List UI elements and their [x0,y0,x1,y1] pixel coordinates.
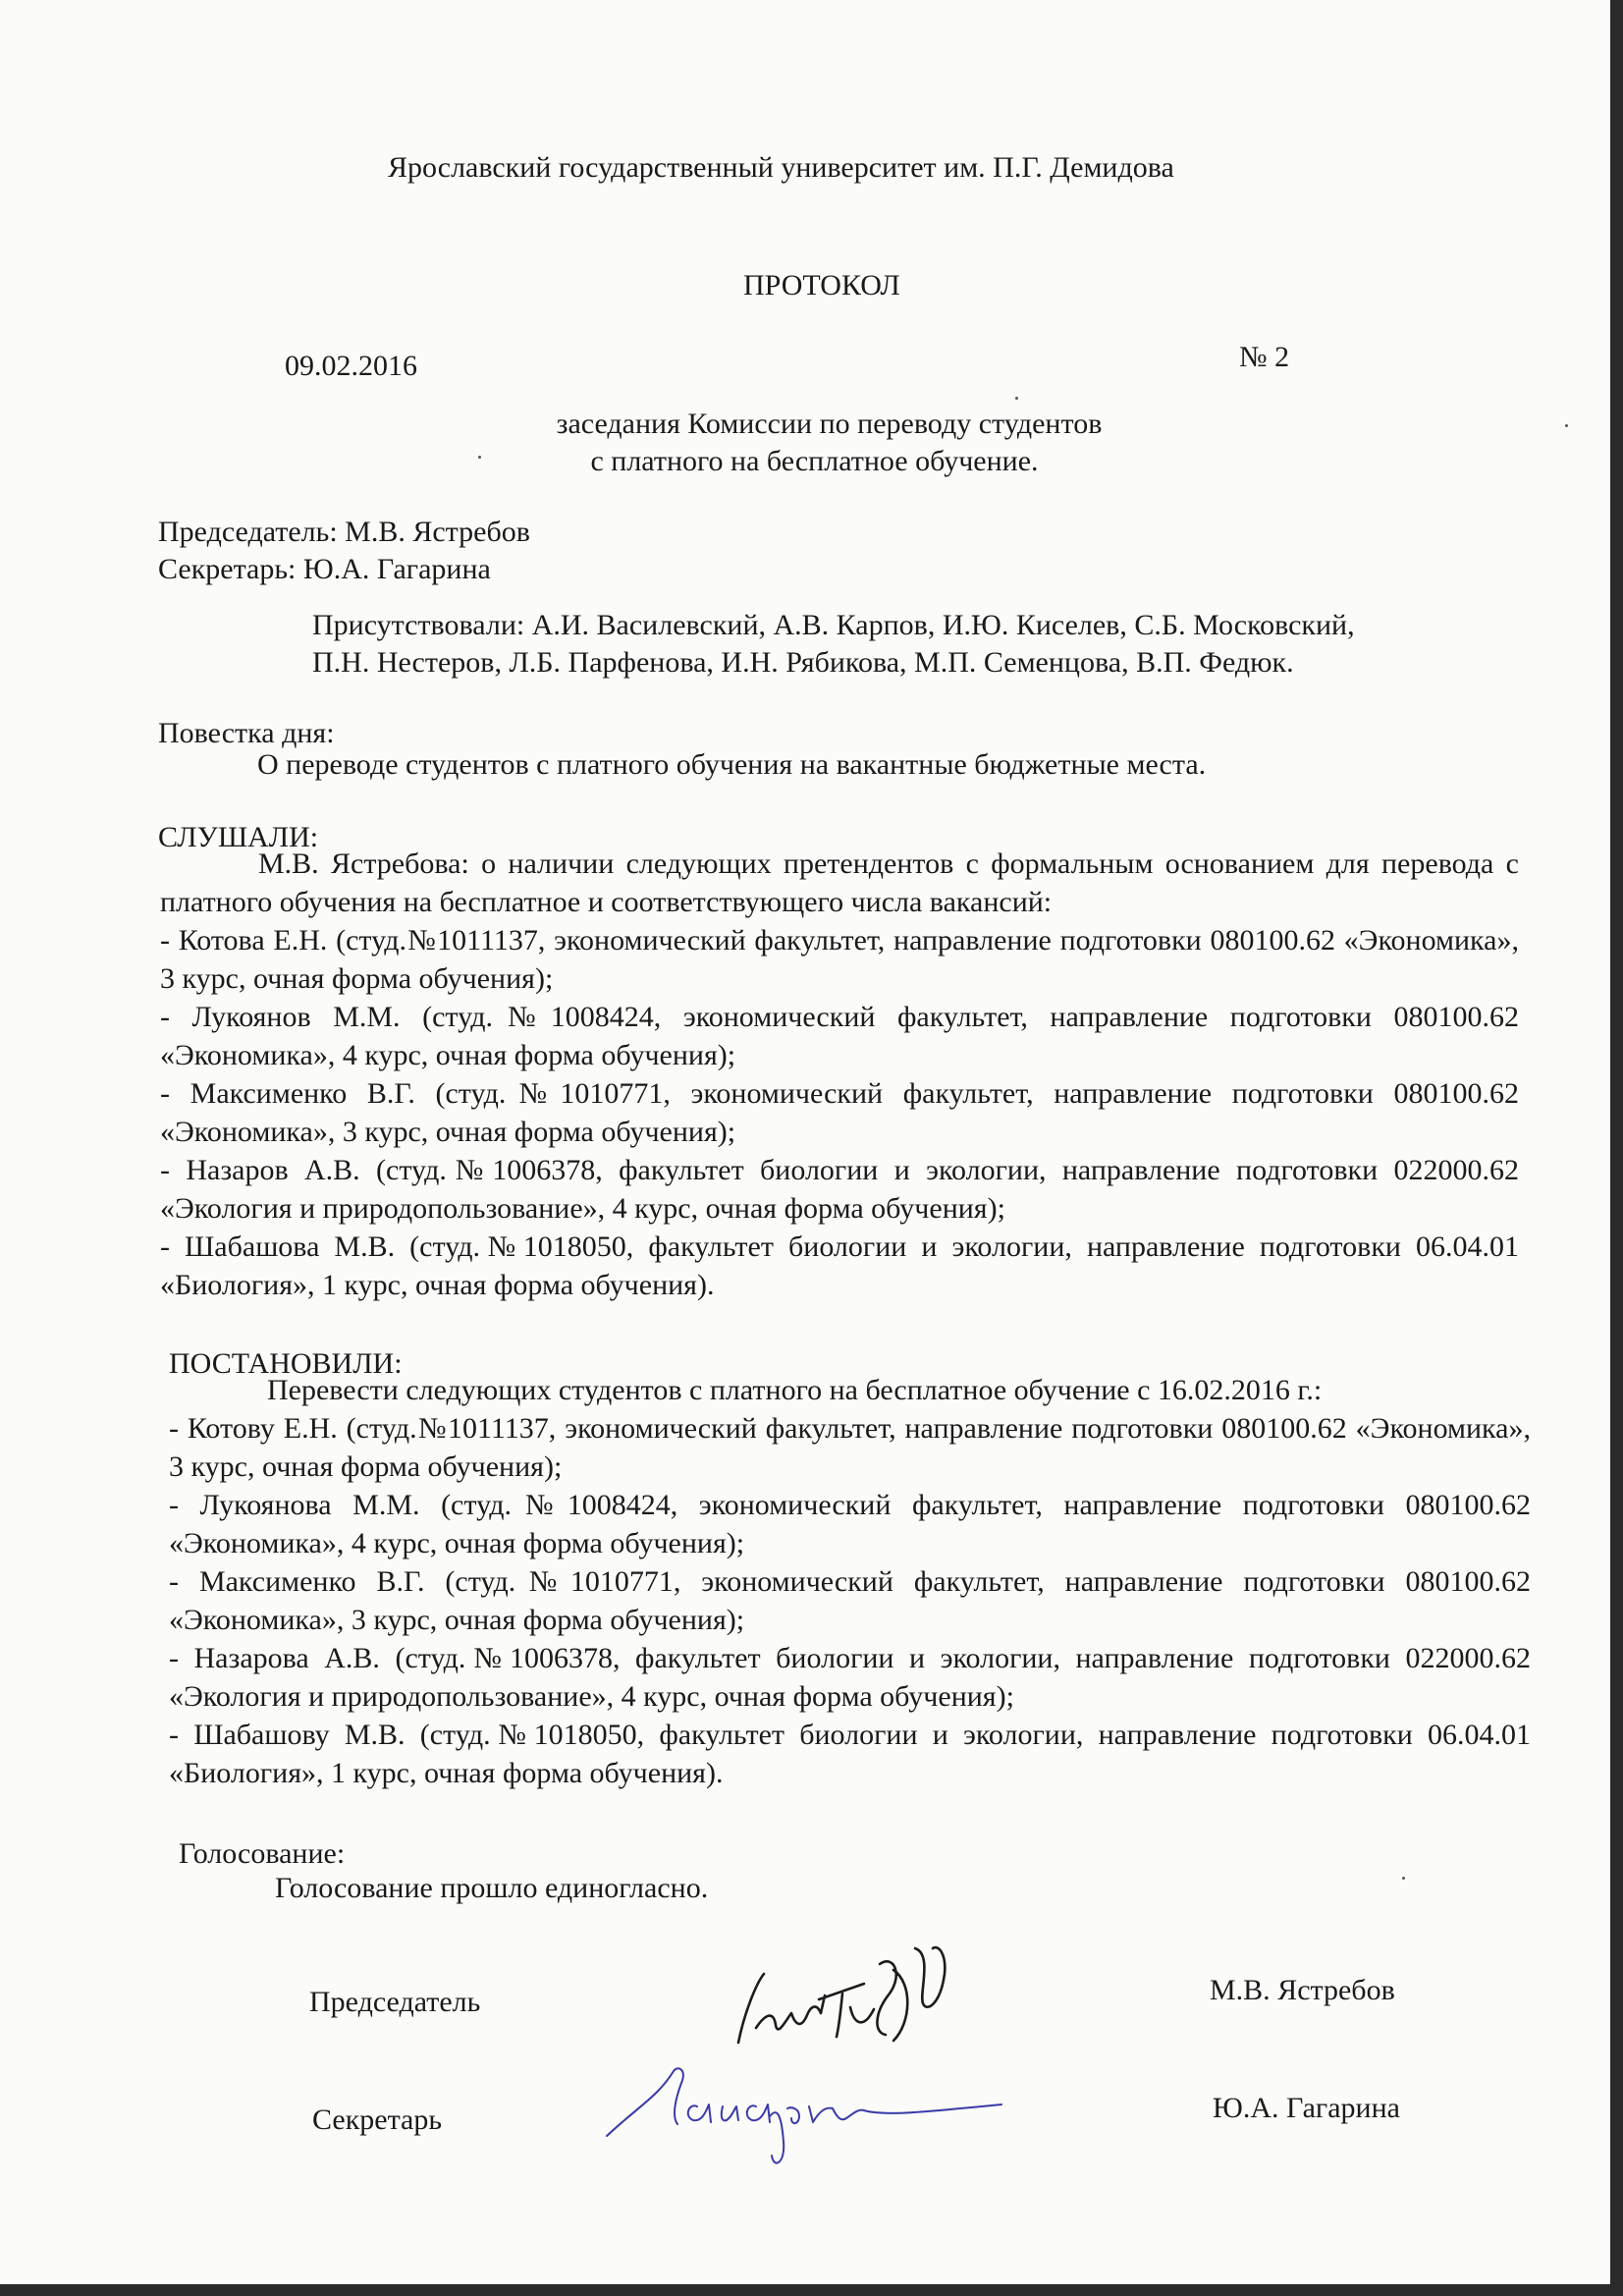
secretary-line: Секретарь: Ю.А. Гагарина [158,553,491,585]
secretary-role: Секретарь [312,2104,443,2136]
document-title: ПРОТОКОЛ [743,269,900,301]
heard-item-3: - Максименко В.Г. (студ.№1010771, экономический факультет, направление подготовки 080100.62 «Экономика», 3 курс, очная форма обучения); [160,1077,1519,1148]
scan-speck [1402,1877,1405,1880]
chairman-role: Председатель [309,1986,481,2018]
resolved-intro: Перевести следующих студентов с платного на бесплатное обучение с 16.02.2016 г.: [267,1374,1323,1406]
scan-speck [1565,424,1568,427]
attended-list [312,607,1355,682]
chairman-line: Председатель: М.В. Ястребов [158,516,530,548]
subtitle-line-2: с платного на бесплатное обучение. [590,445,1039,477]
heard-heading: СЛУШАЛИ: [158,821,319,853]
attended-line-1: Присутствовали: А.И. Василевский, А.В. Карпов, И.Ю. Киселев, С.Б. Московский, [312,609,1355,641]
secretary-name: Ю.А. Гагарина [1213,2092,1400,2124]
secretary-signature [599,2048,1011,2175]
agenda-heading: Повестка дня: [158,717,335,749]
scan-speck [478,456,481,459]
heard-item-1: - Котова Е.Н. (студ.№1011137, экономический факультет, направление подготовки 080100.62 «Экономика», 3 курс, очная форма обучения); [160,924,1519,995]
resolved-item-5: - Шабашову М.В. (студ.№1018050, факультет биологии и экологии, направление подготовки 06.04.01 «Биология», 1 курс, очная форма обучения). [169,1719,1531,1789]
university-name: Ярославский государственный университет им. П.Г. Демидова [388,151,1174,184]
resolved-item-3: - Максименко В.Г. (студ.№1010771, экономический факультет, направление подготовки 080100.62 «Экономика», 3 курс, очная форма обучения); [169,1565,1531,1636]
resolved-item-1: - Котову Е.Н. (студ.№1011137, экономический факультет, направление подготовки 080100.62 «Экономика», 3 курс, очная форма обучения); [169,1412,1531,1483]
attended-line-2: П.Н. Нестеров, Л.Б. Парфенова, И.Н. Рябикова, М.П. Семенцова, В.П. Федюк. [312,646,1294,679]
protocol-number: № 2 [1239,341,1290,373]
heard-section [160,845,1519,1304]
voting-heading: Голосование: [179,1837,346,1870]
protocol-subtitle [527,406,1141,480]
subtitle-line-1: заседания Комиссии по переводу студентов [556,408,1103,440]
heard-item-2: - Лукоянов М.М. (студ.№1008424, экономический факультет, направление подготовки 080100.62 «Экономика», 4 курс, очная форма обучения); [160,1001,1519,1071]
chairman-name: М.В. Ястребов [1210,1974,1395,2006]
heard-item-4: - Назаров А.В. (студ.№1006378, факультет биологии и экологии, направление подготовки 022000.62 «Экология и природопользование», 4 курс, очная форма обучения); [160,1154,1519,1225]
scan-speck [1015,397,1018,400]
agenda-text: О переводе студентов с платного обучения на вакантные бюджетные места. [257,748,1207,781]
heard-intro: М.В. Ястребова: о наличии следующих претендентов с формальным основанием для перевода с платного обучения на бесплатное и соответствующего числа вакансий: [160,847,1519,918]
resolved-item-4: - Назарова А.В. (студ.№1006378, факультет биологии и экологии, направление подготовки 022000.62 «Экология и природопользование», 4 курс, очная форма обучения); [169,1642,1531,1713]
heard-item-5: - Шабашова М.В. (студ.№1018050, факультет биологии и экологии, направление подготовки 06.04.01 «Биология», 1 курс, очная форма обучения). [160,1230,1519,1301]
resolved-heading: ПОСТАНОВИЛИ: [169,1347,403,1380]
protocol-date: 09.02.2016 [285,350,417,382]
resolved-item-2: - Лукоянова М.М. (студ.№1008424, экономический факультет, направление подготовки 080100.62 «Экономика», 4 курс, очная форма обучения); [169,1489,1531,1559]
resolved-section [169,1371,1531,1792]
voting-text: Голосование прошло единогласно. [275,1872,709,1904]
